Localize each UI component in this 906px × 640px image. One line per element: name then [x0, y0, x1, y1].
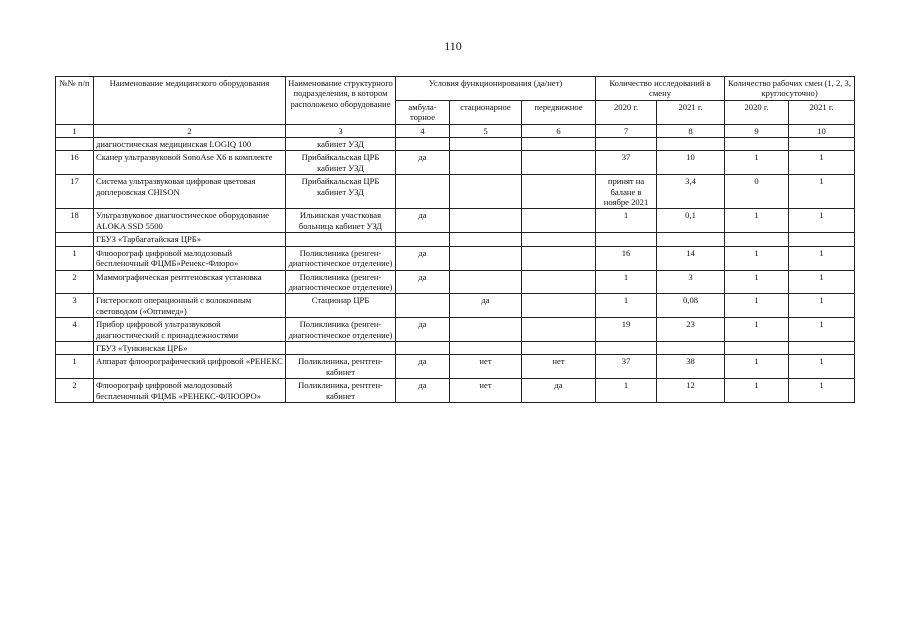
colnum: 1 — [56, 124, 94, 137]
ambulatory: да — [396, 318, 450, 342]
shifts-2020: 1 — [725, 246, 789, 270]
equipment-name: ГБУЗ «Тарбагатайская ЦРБ» — [94, 233, 286, 246]
stationary — [450, 175, 522, 209]
stationary — [450, 341, 522, 354]
stationary — [450, 318, 522, 342]
page-number: 110 — [444, 39, 462, 53]
ambulatory — [396, 175, 450, 209]
mobile — [522, 246, 596, 270]
table-row — [56, 246, 855, 270]
table-row — [56, 175, 855, 209]
shifts-2021: 1 — [789, 318, 855, 342]
studies-2020: 37 — [596, 151, 657, 175]
colnum: 8 — [657, 124, 725, 137]
mobile — [522, 138, 596, 151]
shifts-2021 — [789, 233, 855, 246]
shifts-2021: 1 — [789, 151, 855, 175]
column-number-row — [56, 124, 855, 137]
studies-2021: 38 — [657, 355, 725, 379]
ambulatory — [396, 138, 450, 151]
studies-2020: 1 — [596, 209, 657, 233]
header-station: стационарное — [450, 100, 522, 124]
mobile — [522, 341, 596, 354]
colnum: 7 — [596, 124, 657, 137]
row-number: 2 — [56, 379, 94, 403]
table-row — [56, 379, 855, 403]
row-number: 18 — [56, 209, 94, 233]
header-studies-2021: 2021 г. — [657, 100, 725, 124]
mobile — [522, 233, 596, 246]
header-shifts-2021: 2021 г. — [789, 100, 855, 124]
header-unit: Наименование структурного подразделения, в котором расположено оборудование — [286, 77, 396, 125]
colnum: 5 — [450, 124, 522, 137]
studies-2021: 3 — [657, 270, 725, 294]
header-studies: Количество исследований в смену — [596, 77, 725, 101]
table-row — [56, 294, 855, 318]
table-row — [56, 233, 855, 246]
ambulatory — [396, 341, 450, 354]
shifts-2021: 1 — [789, 355, 855, 379]
studies-2020 — [596, 138, 657, 151]
ambulatory — [396, 294, 450, 318]
shifts-2020 — [725, 341, 789, 354]
row-number: 4 — [56, 318, 94, 342]
studies-2021: 14 — [657, 246, 725, 270]
mobile: да — [522, 379, 596, 403]
mobile: нет — [522, 355, 596, 379]
header-ambul: амбула-торное — [396, 100, 450, 124]
header-shifts: Количество рабочих смен (1, 2, 3, круглосуточно) — [725, 77, 855, 101]
colnum: 10 — [789, 124, 855, 137]
shifts-2020: 1 — [725, 379, 789, 403]
studies-2020: 1 — [596, 294, 657, 318]
table-row — [56, 138, 855, 151]
mobile — [522, 151, 596, 175]
shifts-2020: 1 — [725, 151, 789, 175]
header-name: Наименование медицинского оборудования — [94, 77, 286, 125]
row-number: 1 — [56, 246, 94, 270]
shifts-2021: 1 — [789, 294, 855, 318]
mobile — [522, 318, 596, 342]
department: Поликлиника (ренген-диагностическое отделение) — [286, 318, 396, 342]
equipment-name: Маммографическая рентгеновская установка — [94, 270, 286, 294]
equipment-name: диагностическая медицинская LOGIQ 100 — [94, 138, 286, 151]
mobile — [522, 270, 596, 294]
colnum: 3 — [286, 124, 396, 137]
table-row — [56, 209, 855, 233]
shifts-2021: 1 — [789, 175, 855, 209]
stationary — [450, 246, 522, 270]
ambulatory: да — [396, 151, 450, 175]
shifts-2021: 1 — [789, 379, 855, 403]
studies-2020: принят на балане в ноябре 2021 — [596, 175, 657, 209]
department: Прибайкальская ЦРБ кабинет УЗД — [286, 175, 396, 209]
shifts-2021 — [789, 341, 855, 354]
colnum: 6 — [522, 124, 596, 137]
studies-2021: 3,4 — [657, 175, 725, 209]
ambulatory — [396, 233, 450, 246]
studies-2021 — [657, 341, 725, 354]
equipment-name: Прибор цифровой ультразвуковой диагностический с принадлежностями — [94, 318, 286, 342]
mobile — [522, 209, 596, 233]
shifts-2020: 1 — [725, 209, 789, 233]
studies-2020: 1 — [596, 270, 657, 294]
ambulatory: да — [396, 209, 450, 233]
shifts-2020: 0 — [725, 175, 789, 209]
shifts-2021: 1 — [789, 270, 855, 294]
department — [286, 341, 396, 354]
header-shifts-2020: 2020 г. — [725, 100, 789, 124]
stationary: да — [450, 294, 522, 318]
table-row — [56, 355, 855, 379]
row-number: 16 — [56, 151, 94, 175]
table-row — [56, 151, 855, 175]
equipment-name: Сканер ультразвуковой SonoAse X6 в комплекте — [94, 151, 286, 175]
shifts-2020 — [725, 138, 789, 151]
shifts-2021: 1 — [789, 246, 855, 270]
studies-2021: 23 — [657, 318, 725, 342]
stationary — [450, 209, 522, 233]
department: Поликлиника (ренген-диагностическое отделение) — [286, 246, 396, 270]
department: кабинет УЗД — [286, 138, 396, 151]
studies-2020 — [596, 341, 657, 354]
department: Стационар ЦРБ — [286, 294, 396, 318]
row-number — [56, 138, 94, 151]
colnum: 4 — [396, 124, 450, 137]
stationary — [450, 233, 522, 246]
equipment-name: Система ультразвуковая цифровая цветовая доплеровская CHISON — [94, 175, 286, 209]
ambulatory: да — [396, 355, 450, 379]
studies-2020: 1 — [596, 379, 657, 403]
row-number: 1 — [56, 355, 94, 379]
stationary — [450, 151, 522, 175]
colnum: 9 — [725, 124, 789, 137]
equipment-name: Гистероскоп операционный с волоконным световодом («Оптимед») — [94, 294, 286, 318]
table-row — [56, 318, 855, 342]
colnum: 2 — [94, 124, 286, 137]
shifts-2020: 1 — [725, 294, 789, 318]
stationary: нет — [450, 379, 522, 403]
row-number — [56, 233, 94, 246]
department: Поликлиника, рентген-кабинет — [286, 355, 396, 379]
header-conditions: Условия функционирования (да/нет) — [396, 77, 596, 101]
header-num: №№ п/п — [56, 77, 94, 125]
studies-2020 — [596, 233, 657, 246]
ambulatory: да — [396, 246, 450, 270]
row-number: 17 — [56, 175, 94, 209]
equipment-name: Аппарат флюорографический цифровой «РЕНЕКС — [94, 355, 286, 379]
equipment-name: Ультразвуковое диагностическое оборудование ALOKA SSD 5500 — [94, 209, 286, 233]
row-number: 2 — [56, 270, 94, 294]
shifts-2020: 1 — [725, 355, 789, 379]
department: Ильинская участковая больница кабинет УЗД — [286, 209, 396, 233]
mobile — [522, 294, 596, 318]
shifts-2021: 1 — [789, 209, 855, 233]
equipment-name: Флюорограф цифровой малодозовый беспленочный ФЦМБ «РЕНЕКС-ФЛЮОРО» — [94, 379, 286, 403]
studies-2021: 0,1 — [657, 209, 725, 233]
studies-2021: 12 — [657, 379, 725, 403]
stationary — [450, 270, 522, 294]
row-number — [56, 341, 94, 354]
department: Прибайкальская ЦРБ кабинет УЗД — [286, 151, 396, 175]
studies-2021: 10 — [657, 151, 725, 175]
equipment-table — [55, 76, 855, 403]
studies-2021 — [657, 138, 725, 151]
shifts-2021 — [789, 138, 855, 151]
stationary: нет — [450, 355, 522, 379]
row-number: 3 — [56, 294, 94, 318]
ambulatory: да — [396, 379, 450, 403]
mobile — [522, 175, 596, 209]
table-row — [56, 270, 855, 294]
header-mobile: передвижное — [522, 100, 596, 124]
shifts-2020 — [725, 233, 789, 246]
studies-2020: 37 — [596, 355, 657, 379]
department: Поликлиника, рентген-кабинет — [286, 379, 396, 403]
studies-2020: 19 — [596, 318, 657, 342]
shifts-2020: 1 — [725, 318, 789, 342]
equipment-name: Флюорограф цифровой малодозовый беспленочный ФЦМБ»Ренекс-Флюро» — [94, 246, 286, 270]
department — [286, 233, 396, 246]
studies-2021: 0,08 — [657, 294, 725, 318]
table-row — [56, 341, 855, 354]
header-studies-2020: 2020 г. — [596, 100, 657, 124]
equipment-name: ГБУЗ «Тункинская ЦРБ» — [94, 341, 286, 354]
stationary — [450, 138, 522, 151]
shifts-2020: 1 — [725, 270, 789, 294]
department: Поликлиника (ренген-диагностическое отделение) — [286, 270, 396, 294]
studies-2021 — [657, 233, 725, 246]
ambulatory: да — [396, 270, 450, 294]
header-row-1 — [56, 77, 855, 101]
studies-2020: 16 — [596, 246, 657, 270]
